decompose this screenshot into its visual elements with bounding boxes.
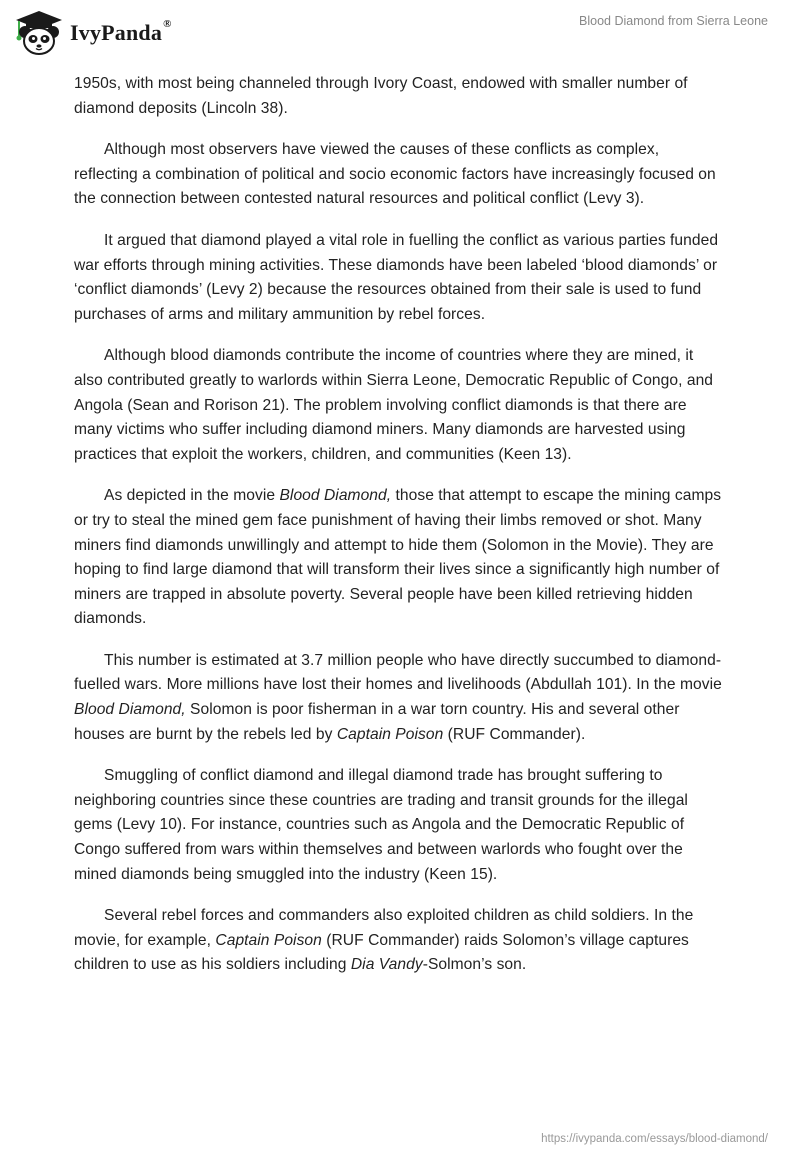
source-url[interactable]: https://ivypanda.com/essays/blood-diamond/ xyxy=(541,1133,768,1145)
paragraph: Several rebel forces and commanders also exploited children as child soldiers. In the movie, for example, Captain Poison (RUF Commander) raids Solomon’s village captures children to use as his soldiers including Dia Vandy-Solmon’s son. xyxy=(74,907,694,974)
movie-title: Blood Diamond, xyxy=(74,701,186,719)
character-name: Dia Vandy xyxy=(350,956,423,974)
panda-graduate-icon xyxy=(14,10,64,56)
paragraph: Smuggling of conflict diamond and illegal diamond trade has brought suffering to neighboring countries since these countries are trading and transit grounds for the illegal gems (Levy 10). For instance, countries such as Angola and the Democratic Republic of Congo suffered from wars within themselves and between warlords who fought over the mined diamonds being smuggled into the industry (Keen 15). xyxy=(74,767,688,883)
paragraph: As depicted in the movie Blood Diamond, those that attempt to escape the mining camps or try to steal the mined gem face punishment of having their limbs removed or shot. Many miners find diamonds unwillingly and attempt to hide them (Solomon in the Movie). They are hoping to find large diamond that will transform their lives since a significantly high number of miners are trapped in absolute poverty. Several people have been killed retrieving hidden diamonds. xyxy=(74,487,722,628)
character-name: Captain Poison xyxy=(336,725,444,743)
paragraph: Although most observers have viewed the causes of these conflicts as complex, reflecting a combination of political and socio economic factors have increasingly focused on the connection between contested natural resources and political conflict (Levy 3). xyxy=(74,141,716,208)
character-name: Captain Poison xyxy=(215,931,322,949)
paragraph: Although blood diamonds contribute the income of countries where they are mined, it also contributed greatly to warlords within Sierra Leone, Democratic Republic of Congo, and Angola (Sean and Rorison 21). The problem involving conflict diamonds is that there are many victims who suffer including diamond miners. Many diamonds are harvested using practices that exploit the workers, children, and communities (Keen 13). xyxy=(74,347,714,463)
essay-body xyxy=(74,72,726,995)
page-header xyxy=(0,0,800,70)
paragraph-continued: 1950s, with most being channeled through Ivory Coast, endowed with smaller number of diamond deposits (Lincoln 38). xyxy=(74,75,688,117)
paragraph: It argued that diamond played a vital role in fuelling the conflict as various parties funded war efforts through mining activities. These diamonds have been labeled ‘blood diamonds’ or ‘conflict diamonds’ (Levy 2) because the resources obtained from their sale is used to fund purchases of arms and military ammunition by rebel forces. xyxy=(74,231,719,323)
ivypanda-logo[interactable] xyxy=(14,10,172,56)
movie-title: Blood Diamond, xyxy=(279,487,392,505)
brand-name: IvyPanda® xyxy=(70,18,172,45)
paragraph: This number is estimated at 3.7 million people who have directly succumbed to diamond-fuelled wars. More millions have lost their homes and livelihoods (Abdullah 101). In the movie Blood Diamond, Solomon is poor fisherman in a war torn country. His and several other houses are burnt by the rebels led by Captain Poison (RUF Commander). xyxy=(74,651,722,743)
document-title: Blood Diamond from Sierra Leone xyxy=(579,14,768,28)
